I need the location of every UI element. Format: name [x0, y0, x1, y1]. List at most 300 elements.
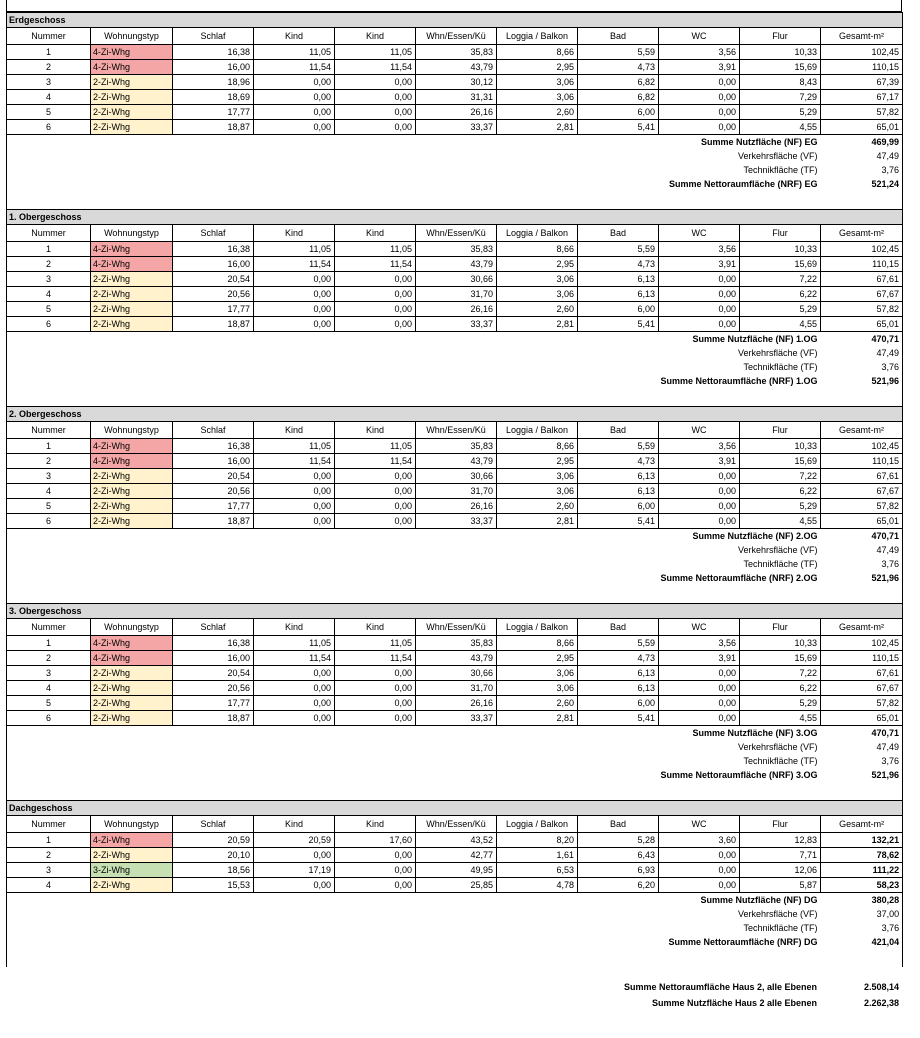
- table-row: [7, 317, 903, 332]
- area-value: 3,06: [497, 666, 578, 681]
- area-value: 42,77: [416, 848, 497, 863]
- area-value: 10,33: [740, 636, 821, 651]
- area-value: 0,00: [659, 848, 740, 863]
- area-value: 0,00: [335, 105, 416, 120]
- unit-number: 5: [7, 696, 91, 711]
- area-value: 2,60: [497, 302, 578, 317]
- area-value: 0,00: [335, 666, 416, 681]
- unit-type: 2-Zi-Whg: [91, 120, 173, 135]
- summary-value: 3,76: [821, 921, 903, 935]
- area-value: 67,61: [821, 272, 903, 287]
- area-value: 0,00: [254, 681, 335, 696]
- area-value: 0,00: [335, 302, 416, 317]
- summary-value: 470,71: [821, 529, 903, 544]
- summary-row: [7, 529, 903, 544]
- summary-value: 3,76: [821, 754, 903, 768]
- area-value: 30,66: [416, 666, 497, 681]
- table-row: [7, 75, 903, 90]
- column-header: Nummer: [7, 619, 91, 636]
- area-value: 5,29: [740, 696, 821, 711]
- area-value: 31,70: [416, 484, 497, 499]
- area-value: 31,31: [416, 90, 497, 105]
- area-value: 17,77: [173, 696, 254, 711]
- unit-type: 2-Zi-Whg: [91, 75, 173, 90]
- table-row: [7, 469, 903, 484]
- area-value: 4,55: [740, 120, 821, 135]
- area-value: 11,54: [335, 60, 416, 75]
- summary-row: [7, 907, 903, 921]
- unit-number: 1: [7, 45, 91, 60]
- column-header: Flur: [740, 422, 821, 439]
- area-value: 6,53: [497, 863, 578, 878]
- area-value: 5,59: [578, 45, 659, 60]
- column-header: Schlaf: [173, 28, 254, 45]
- area-value: 35,83: [416, 242, 497, 257]
- area-value: 16,38: [173, 45, 254, 60]
- area-value: 10,33: [740, 45, 821, 60]
- column-header: Whn/Essen/Kü: [416, 28, 497, 45]
- summary-value: 3,76: [821, 557, 903, 571]
- column-header: Wohnungstyp: [91, 422, 173, 439]
- area-value: 3,60: [659, 833, 740, 848]
- unit-type: 2-Zi-Whg: [91, 469, 173, 484]
- summary-row: [7, 557, 903, 571]
- column-header: Kind: [335, 816, 416, 833]
- area-value: 0,00: [254, 75, 335, 90]
- area-value: 43,79: [416, 60, 497, 75]
- unit-number: 3: [7, 469, 91, 484]
- area-value: 67,17: [821, 90, 903, 105]
- area-value: 4,55: [740, 514, 821, 529]
- summary-value: 521,96: [821, 571, 903, 585]
- area-value: 0,00: [254, 514, 335, 529]
- area-value: 18,69: [173, 90, 254, 105]
- grand-total-value: 2.508,14: [863, 982, 899, 992]
- area-value: 11,54: [335, 257, 416, 272]
- area-value: 6,00: [578, 105, 659, 120]
- area-value: 0,00: [659, 287, 740, 302]
- table-row: [7, 711, 903, 726]
- unit-number: 5: [7, 105, 91, 120]
- area-value: 11,05: [254, 242, 335, 257]
- table-row: [7, 302, 903, 317]
- summary-row: [7, 921, 903, 935]
- area-value: 20,10: [173, 848, 254, 863]
- summary-row: [7, 935, 903, 949]
- summary-value: 47,49: [821, 740, 903, 754]
- table-row: [7, 105, 903, 120]
- floor-title: 2. Obergeschoss: [7, 407, 903, 422]
- area-value: 1,61: [497, 848, 578, 863]
- area-value: 17,77: [173, 499, 254, 514]
- table-row: [7, 257, 903, 272]
- area-value: 11,54: [335, 651, 416, 666]
- area-value: 0,00: [335, 75, 416, 90]
- area-value: 0,00: [659, 469, 740, 484]
- area-value: 4,73: [578, 257, 659, 272]
- area-value: 20,59: [173, 833, 254, 848]
- area-value: 10,33: [740, 242, 821, 257]
- area-value: 5,29: [740, 302, 821, 317]
- unit-number: 4: [7, 878, 91, 893]
- area-value: 11,54: [335, 454, 416, 469]
- summary-label: Verkehrsfläche (VF): [7, 907, 821, 921]
- area-value: 0,00: [254, 711, 335, 726]
- unit-type: 2-Zi-Whg: [91, 878, 173, 893]
- area-value: 17,77: [173, 105, 254, 120]
- area-value: 3,91: [659, 651, 740, 666]
- area-value: 5,29: [740, 499, 821, 514]
- summary-value: 47,49: [821, 543, 903, 557]
- area-value: 67,67: [821, 484, 903, 499]
- area-value: 5,41: [578, 120, 659, 135]
- area-value: 0,00: [659, 711, 740, 726]
- column-header: Whn/Essen/Kü: [416, 619, 497, 636]
- area-value: 6,20: [578, 878, 659, 893]
- area-value: 0,00: [659, 317, 740, 332]
- unit-number: 3: [7, 75, 91, 90]
- summary-row: [7, 768, 903, 782]
- area-value: 17,19: [254, 863, 335, 878]
- summary-label: Verkehrsfläche (VF): [7, 149, 821, 163]
- area-value: 16,00: [173, 60, 254, 75]
- area-value: 65,01: [821, 711, 903, 726]
- table-row: [7, 681, 903, 696]
- area-value: 33,37: [416, 711, 497, 726]
- table-row: [7, 45, 903, 60]
- unit-number: 4: [7, 681, 91, 696]
- column-header: Loggia / Balkon: [497, 619, 578, 636]
- area-value: 30,12: [416, 75, 497, 90]
- column-header: Flur: [740, 225, 821, 242]
- area-value: 16,38: [173, 636, 254, 651]
- table-row: [7, 696, 903, 711]
- unit-number: 1: [7, 242, 91, 257]
- area-value: 18,87: [173, 317, 254, 332]
- area-value: 35,83: [416, 45, 497, 60]
- summary-row: [7, 346, 903, 360]
- summary-row: [7, 726, 903, 741]
- area-value: 2,81: [497, 317, 578, 332]
- column-header: WC: [659, 619, 740, 636]
- floor-tables: [6, 12, 902, 967]
- summary-value: 521,96: [821, 374, 903, 388]
- area-value: 67,67: [821, 287, 903, 302]
- area-value: 43,79: [416, 454, 497, 469]
- unit-type: 2-Zi-Whg: [91, 514, 173, 529]
- area-value: 15,69: [740, 651, 821, 666]
- summary-value: 469,99: [821, 135, 903, 150]
- area-value: 16,38: [173, 242, 254, 257]
- area-value: 57,82: [821, 302, 903, 317]
- floor-title: Erdgeschoss: [7, 13, 903, 28]
- column-header: Loggia / Balkon: [497, 28, 578, 45]
- grand-totals: [6, 979, 902, 1011]
- unit-number: 2: [7, 848, 91, 863]
- area-value: 0,00: [254, 696, 335, 711]
- area-value: 2,81: [497, 711, 578, 726]
- area-value: 20,54: [173, 666, 254, 681]
- area-value: 7,71: [740, 848, 821, 863]
- area-value: 43,79: [416, 651, 497, 666]
- area-value: 33,37: [416, 514, 497, 529]
- floor-table: [6, 800, 903, 967]
- area-value: 0,00: [335, 484, 416, 499]
- area-value: 67,61: [821, 469, 903, 484]
- area-value: 0,00: [335, 711, 416, 726]
- unit-number: 5: [7, 499, 91, 514]
- area-value: 2,95: [497, 651, 578, 666]
- area-value: 102,45: [821, 45, 903, 60]
- column-header: Flur: [740, 816, 821, 833]
- area-value: 11,54: [254, 60, 335, 75]
- area-value: 15,69: [740, 60, 821, 75]
- floor-title: 1. Obergeschoss: [7, 210, 903, 225]
- unit-type: 4-Zi-Whg: [91, 651, 173, 666]
- unit-number: 1: [7, 833, 91, 848]
- column-header: Loggia / Balkon: [497, 225, 578, 242]
- unit-number: 1: [7, 636, 91, 651]
- area-value: 0,00: [335, 681, 416, 696]
- area-value: 6,22: [740, 287, 821, 302]
- area-value: 20,59: [254, 833, 335, 848]
- summary-value: 521,96: [821, 768, 903, 782]
- area-value: 6,22: [740, 484, 821, 499]
- table-row: [7, 514, 903, 529]
- area-value: 49,95: [416, 863, 497, 878]
- table-row: [7, 636, 903, 651]
- area-value: 16,00: [173, 454, 254, 469]
- summary-row: [7, 163, 903, 177]
- table-row: [7, 120, 903, 135]
- column-header: Kind: [335, 619, 416, 636]
- area-value: 57,82: [821, 105, 903, 120]
- floor-table: [6, 406, 903, 603]
- area-value: 4,73: [578, 60, 659, 75]
- area-value: 20,54: [173, 469, 254, 484]
- summary-label: Verkehrsfläche (VF): [7, 740, 821, 754]
- table-row: [7, 60, 903, 75]
- area-value: 0,00: [335, 90, 416, 105]
- area-value: 0,00: [335, 514, 416, 529]
- area-value: 102,45: [821, 242, 903, 257]
- area-value: 0,00: [254, 666, 335, 681]
- area-value: 10,33: [740, 439, 821, 454]
- area-value: 0,00: [335, 499, 416, 514]
- table-row: [7, 651, 903, 666]
- area-value: 26,16: [416, 696, 497, 711]
- area-value: 132,21: [821, 833, 903, 848]
- column-header: Whn/Essen/Kü: [416, 422, 497, 439]
- column-header: Wohnungstyp: [91, 816, 173, 833]
- area-value: 0,00: [659, 272, 740, 287]
- area-value: 4,73: [578, 454, 659, 469]
- area-value: 20,56: [173, 287, 254, 302]
- column-header: Schlaf: [173, 225, 254, 242]
- area-value: 20,54: [173, 272, 254, 287]
- area-value: 7,29: [740, 90, 821, 105]
- area-value: 3,56: [659, 45, 740, 60]
- summary-value: 47,49: [821, 149, 903, 163]
- area-value: 11,05: [335, 242, 416, 257]
- area-value: 18,96: [173, 75, 254, 90]
- area-value: 0,00: [254, 848, 335, 863]
- area-value: 0,00: [254, 287, 335, 302]
- floor-title: Dachgeschoss: [7, 801, 903, 816]
- area-value: 0,00: [335, 878, 416, 893]
- summary-label: Summe Nutzfläche (NF) 3.OG: [7, 726, 821, 741]
- table-row: [7, 833, 903, 848]
- area-value: 11,05: [335, 45, 416, 60]
- area-value: 67,39: [821, 75, 903, 90]
- area-value: 2,95: [497, 257, 578, 272]
- summary-value: 470,71: [821, 332, 903, 347]
- area-value: 16,00: [173, 257, 254, 272]
- area-value: 7,22: [740, 469, 821, 484]
- table-row: [7, 90, 903, 105]
- area-value: 8,66: [497, 636, 578, 651]
- area-value: 16,00: [173, 651, 254, 666]
- unit-type: 3-Zi-Whg: [91, 863, 173, 878]
- area-value: 4,78: [497, 878, 578, 893]
- unit-number: 2: [7, 257, 91, 272]
- area-schedule-sheet: [6, 0, 902, 1011]
- area-value: 43,79: [416, 257, 497, 272]
- area-value: 5,28: [578, 833, 659, 848]
- unit-type: 2-Zi-Whg: [91, 499, 173, 514]
- unit-type: 2-Zi-Whg: [91, 848, 173, 863]
- area-value: 0,00: [659, 484, 740, 499]
- summary-label: Summe Nettoraumfläche (NRF) EG: [7, 177, 821, 191]
- column-header: Loggia / Balkon: [497, 816, 578, 833]
- column-header: Wohnungstyp: [91, 28, 173, 45]
- area-value: 6,22: [740, 681, 821, 696]
- table-row: [7, 439, 903, 454]
- summary-label: Summe Nettoraumfläche (NRF) 2.OG: [7, 571, 821, 585]
- area-value: 26,16: [416, 302, 497, 317]
- area-value: 3,06: [497, 484, 578, 499]
- area-value: 5,41: [578, 711, 659, 726]
- summary-row: [7, 571, 903, 585]
- unit-type: 4-Zi-Whg: [91, 242, 173, 257]
- area-value: 31,70: [416, 287, 497, 302]
- unit-number: 2: [7, 454, 91, 469]
- summary-value: 3,76: [821, 163, 903, 177]
- area-value: 15,69: [740, 257, 821, 272]
- column-header: WC: [659, 422, 740, 439]
- area-value: 5,41: [578, 514, 659, 529]
- area-value: 33,37: [416, 317, 497, 332]
- unit-number: 3: [7, 666, 91, 681]
- area-value: 26,16: [416, 499, 497, 514]
- table-row: [7, 848, 903, 863]
- summary-row: [7, 332, 903, 347]
- table-row: [7, 666, 903, 681]
- area-value: 18,87: [173, 514, 254, 529]
- unit-number: 2: [7, 651, 91, 666]
- area-value: 0,00: [335, 848, 416, 863]
- unit-type: 4-Zi-Whg: [91, 636, 173, 651]
- summary-row: [7, 360, 903, 374]
- table-row: [7, 454, 903, 469]
- column-header: Kind: [254, 28, 335, 45]
- column-header: Wohnungstyp: [91, 619, 173, 636]
- area-value: 18,56: [173, 863, 254, 878]
- summary-label: Summe Nutzfläche (NF) DG: [7, 893, 821, 908]
- area-value: 111,22: [821, 863, 903, 878]
- unit-type: 2-Zi-Whg: [91, 484, 173, 499]
- unit-type: 2-Zi-Whg: [91, 302, 173, 317]
- column-header: Kind: [254, 422, 335, 439]
- area-value: 11,54: [254, 651, 335, 666]
- grand-total-row: [6, 979, 902, 995]
- area-value: 6,13: [578, 484, 659, 499]
- area-value: 6,00: [578, 499, 659, 514]
- summary-label: Summe Nutzfläche (NF) EG: [7, 135, 821, 150]
- area-value: 8,66: [497, 439, 578, 454]
- area-value: 110,15: [821, 651, 903, 666]
- table-row: [7, 499, 903, 514]
- column-header: Bad: [578, 619, 659, 636]
- area-value: 30,66: [416, 272, 497, 287]
- area-value: 102,45: [821, 439, 903, 454]
- column-header: Kind: [335, 422, 416, 439]
- column-header: Nummer: [7, 422, 91, 439]
- summary-label: Technikfläche (TF): [7, 754, 821, 768]
- area-value: 0,00: [335, 120, 416, 135]
- area-value: 8,66: [497, 45, 578, 60]
- area-value: 6,82: [578, 90, 659, 105]
- summary-label: Technikfläche (TF): [7, 921, 821, 935]
- unit-type: 4-Zi-Whg: [91, 833, 173, 848]
- area-value: 0,00: [659, 90, 740, 105]
- summary-row: [7, 177, 903, 191]
- area-value: 0,00: [254, 105, 335, 120]
- summary-label: Technikfläche (TF): [7, 557, 821, 571]
- area-value: 5,87: [740, 878, 821, 893]
- column-header: Schlaf: [173, 816, 254, 833]
- grand-total-label: Summe Nutzfläche Haus 2 alle Ebenen: [651, 998, 817, 1008]
- area-value: 11,05: [335, 439, 416, 454]
- area-value: 11,05: [335, 636, 416, 651]
- area-value: 6,00: [578, 302, 659, 317]
- area-value: 26,16: [416, 105, 497, 120]
- column-header: Kind: [254, 619, 335, 636]
- area-value: 0,00: [335, 272, 416, 287]
- summary-row: [7, 543, 903, 557]
- area-value: 0,00: [335, 317, 416, 332]
- area-value: 0,00: [659, 878, 740, 893]
- column-header: Gesamt-m²: [821, 28, 903, 45]
- area-value: 58,23: [821, 878, 903, 893]
- summary-label: Verkehrsfläche (VF): [7, 543, 821, 557]
- unit-number: 4: [7, 287, 91, 302]
- column-header: Flur: [740, 28, 821, 45]
- area-value: 67,67: [821, 681, 903, 696]
- area-value: 0,00: [254, 469, 335, 484]
- area-value: 0,00: [659, 863, 740, 878]
- area-value: 43,52: [416, 833, 497, 848]
- area-value: 6,13: [578, 469, 659, 484]
- summary-value: 3,76: [821, 360, 903, 374]
- area-value: 6,82: [578, 75, 659, 90]
- column-header: Schlaf: [173, 619, 254, 636]
- column-header: Gesamt-m²: [821, 816, 903, 833]
- area-value: 110,15: [821, 257, 903, 272]
- unit-type: 4-Zi-Whg: [91, 454, 173, 469]
- table-row: [7, 242, 903, 257]
- table-row: [7, 863, 903, 878]
